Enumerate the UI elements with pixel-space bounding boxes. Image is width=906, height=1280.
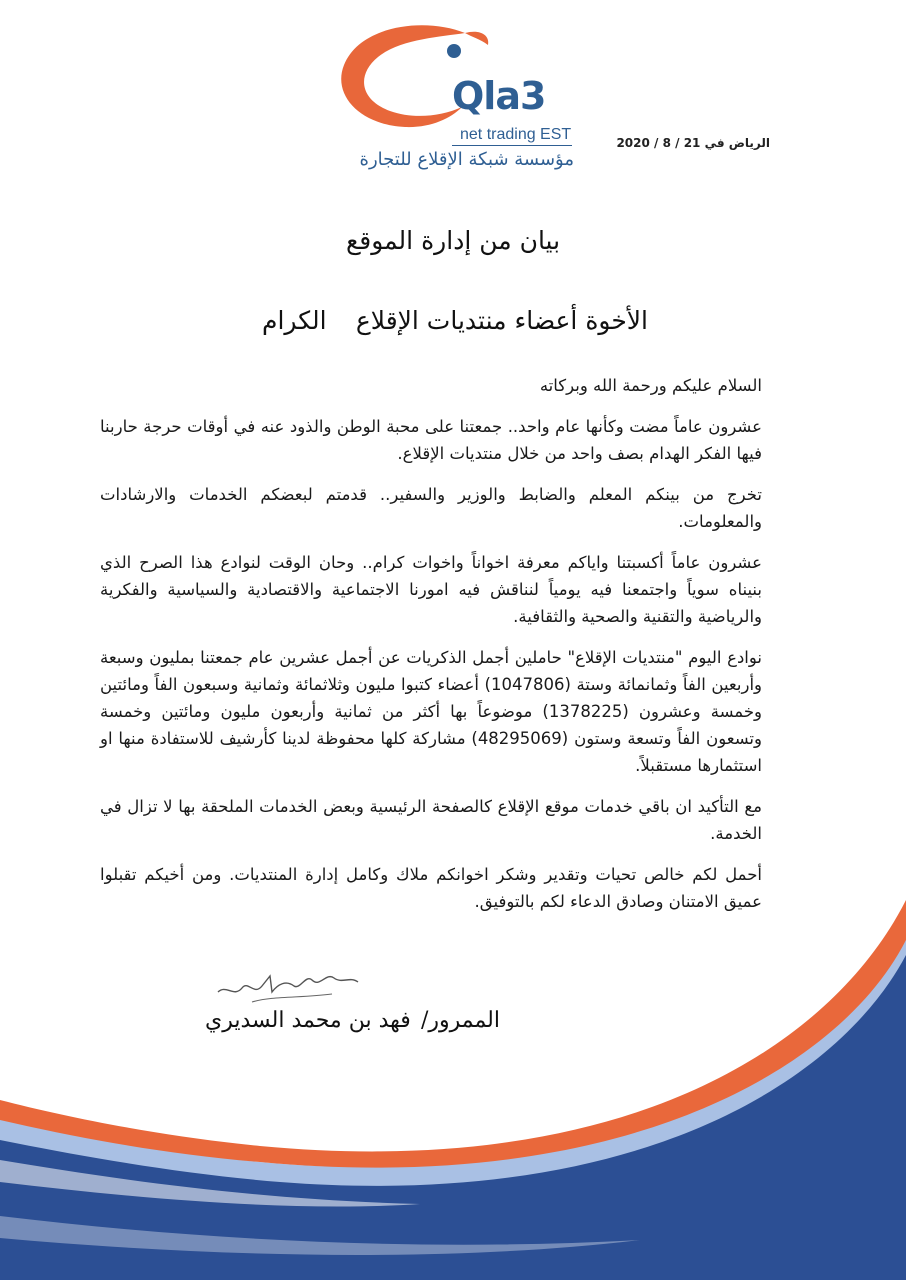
statement-title: بيان من إدارة الموقع [345, 226, 561, 255]
footer-wave-decoration [0, 860, 906, 1280]
paragraph-5: مع التأكيد ان باقي خدمات موقع الإقلاع كالصفحة الرئيسية وبعض الخدمات الملحقة بها لا تزال في الخدمة. [100, 797, 762, 843]
logo-latin-name: Qla3 [452, 74, 546, 118]
paragraph-4: نوادع اليوم "منتديات الإقلاع" حاملين أجمل الذكريات عن أجمل عشرين عام جمعتنا بمليون وسبعة وأربعين الفاً وثمانمائة وستة (1047806) أعضاء كتبوا مليون وثلاثمائة وثمانية وسبعون الفاً ومائتين وخمسة وعشرون (1378225) موضوعاً بها أكثر من ثمانية وأربعون مليون ومائتين وخمسة وتسعون الفاً وتسعة وستون (48295069) مشاركة كلها محفوظة لدينا كأرشيف للاستفادة منها او استثمارها مستقبلاً. [100, 648, 763, 775]
greeting-line: السلام عليكم ورحمة الله وبركاته [539, 376, 762, 395]
logo-subtitle: net trading EST [460, 126, 572, 143]
logo-arabic-name: مؤسسة شبكة الإقلاع للتجارة [359, 149, 574, 170]
honorific: الكرام [262, 306, 327, 335]
letter-body [100, 372, 762, 929]
signatory-name: فهد بن محمد السديري [205, 1008, 411, 1033]
signature-label: الممرور/ [420, 1008, 500, 1033]
paragraph-1: عشرون عاماً مضت وكأنها عام واحد.. جمعتنا على محبة الوطن والذود عنه في أوقات حرجة حاربنا فيها الفكر الهدام بصف واحد من خلال منتديات الإقلاع. [100, 417, 762, 463]
company-logo [330, 15, 580, 180]
logo-divider [452, 145, 572, 146]
recipients-line: الأخوة أعضاء منتديات الإقلاع [355, 306, 648, 335]
letter-date: الرياض في 21 / 8 / 2020 [616, 136, 770, 150]
paragraph-3: عشرون عاماً أكسبتنا واياكم معرفة اخواناً واخوات كرام.. وحان الوقت لنوادع هذا الصرح الذي بنيناه سوياً واجتمعنا فيه يومياً لنناقش فيه امورنا الاجتماعية والاقتصادية والسياسية والفكرية والرياضية والتقنية والصحية والثقافية. [100, 553, 762, 626]
paragraph-6: أحمل لكم خالص تحيات وتقدير وشكر اخوانكم ملاك وكامل إدارة المنتديات. ومن أخيكم تقبلوا عميق الامتنان وصادق الدعاء لكم بالتوفيق. [100, 865, 762, 911]
paragraph-2: تخرج من بينكم المعلم والضابط والوزير والسفير.. قدمتم لبعضكم الخدمات والارشادات والمعلومات. [100, 485, 762, 531]
